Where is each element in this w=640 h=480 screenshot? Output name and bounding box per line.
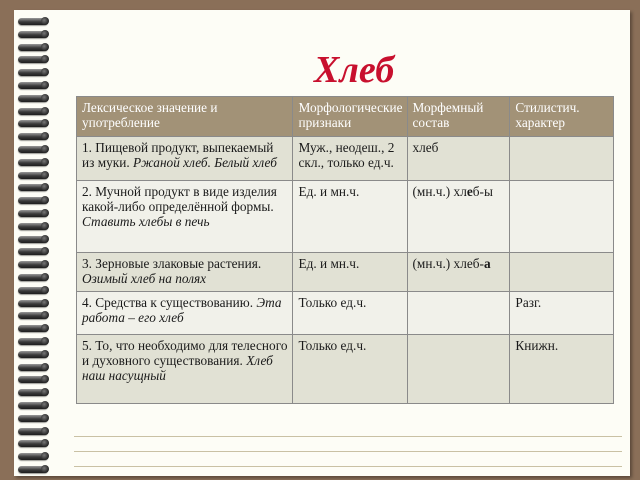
morphology-cell: Ед. и мн.ч.	[293, 181, 407, 253]
table-row	[77, 181, 614, 253]
morpheme-cell: хлеб	[407, 137, 510, 181]
spiral-binding	[14, 10, 54, 476]
morphology-cell: Ед. и мн.ч.	[293, 253, 407, 292]
binding-ring	[18, 274, 48, 281]
binding-ring	[18, 287, 48, 294]
binding-ring	[18, 402, 48, 409]
example-text: Хлеб наш насущный	[82, 353, 273, 383]
header-morphology: Морфологические признаки	[293, 97, 407, 137]
binding-ring	[18, 325, 48, 332]
header-morpheme: Морфемный состав	[407, 97, 510, 137]
word-analysis-table	[76, 96, 614, 404]
binding-ring	[18, 453, 48, 460]
binding-ring	[18, 172, 48, 179]
morphology-cell: Муж., неодеш., 2 скл., только ед.ч.	[293, 137, 407, 181]
style-cell: Книжн.	[510, 335, 614, 404]
morpheme-cell	[407, 292, 510, 335]
meaning-text: 3. Зерновые злаковые растения.	[82, 256, 262, 271]
binding-ring	[18, 108, 48, 115]
binding-ring	[18, 120, 48, 127]
binding-ring	[18, 300, 48, 307]
binding-ring	[18, 440, 48, 447]
binding-ring	[18, 44, 48, 51]
binding-ring	[18, 95, 48, 102]
binding-ring	[18, 312, 48, 319]
binding-ring	[18, 415, 48, 422]
morpheme-cell: (мн.ч.) хлеб-а	[407, 253, 510, 292]
table-row	[77, 335, 614, 404]
ruled-lines	[74, 422, 622, 476]
binding-ring	[18, 82, 48, 89]
style-cell	[510, 253, 614, 292]
binding-ring	[18, 351, 48, 358]
binding-ring	[18, 376, 48, 383]
meaning-cell	[77, 335, 293, 404]
meaning-text: 1. Пищевой продукт, выпекаемый из муки.	[82, 140, 274, 170]
notebook-page	[14, 10, 630, 476]
header-meaning: Лексическое значение и употребление	[77, 97, 293, 137]
binding-ring	[18, 466, 48, 473]
binding-ring	[18, 18, 48, 25]
binding-ring	[18, 31, 48, 38]
binding-ring	[18, 197, 48, 204]
meaning-text: 2. Мучной продукт в виде изделия какой-либо определённой формы.	[82, 184, 277, 214]
page-title: Хлеб	[314, 49, 395, 91]
example-text: Ставить хлебы в печь	[82, 214, 210, 229]
binding-ring	[18, 184, 48, 191]
binding-ring	[18, 261, 48, 268]
meaning-cell	[77, 253, 293, 292]
binding-ring	[18, 248, 48, 255]
binding-ring	[18, 69, 48, 76]
binding-ring	[18, 223, 48, 230]
meaning-cell	[77, 181, 293, 253]
binding-ring	[18, 364, 48, 371]
meaning-cell	[77, 292, 293, 335]
binding-ring	[18, 236, 48, 243]
example-text: Эта работа – его хлеб	[82, 295, 282, 325]
table-row	[77, 292, 614, 335]
table-row	[77, 137, 614, 181]
binding-ring	[18, 146, 48, 153]
style-cell	[510, 181, 614, 253]
meaning-text: 5. То, что необходимо для телесного и духовного существования.	[82, 338, 288, 368]
binding-ring	[18, 133, 48, 140]
example-text: Ржаной хлеб. Белый хлеб	[132, 155, 277, 170]
binding-ring	[18, 159, 48, 166]
morpheme-cell: (мн.ч.) хлеб-ы	[407, 181, 510, 253]
binding-ring	[18, 389, 48, 396]
meaning-cell	[77, 137, 293, 181]
binding-ring	[18, 56, 48, 63]
binding-ring	[18, 428, 48, 435]
binding-ring	[18, 338, 48, 345]
example-text: Озимый хлеб на полях	[82, 271, 207, 286]
morphology-cell: Только ед.ч.	[293, 292, 407, 335]
meaning-text: 4. Средства к существованию.	[82, 295, 254, 310]
style-cell: Разг.	[510, 292, 614, 335]
table-row	[77, 253, 614, 292]
table-header-row	[77, 97, 614, 137]
morpheme-cell	[407, 335, 510, 404]
style-cell	[510, 137, 614, 181]
header-style: Стилистич. характер	[510, 97, 614, 137]
morphology-cell: Только ед.ч.	[293, 335, 407, 404]
binding-ring	[18, 210, 48, 217]
